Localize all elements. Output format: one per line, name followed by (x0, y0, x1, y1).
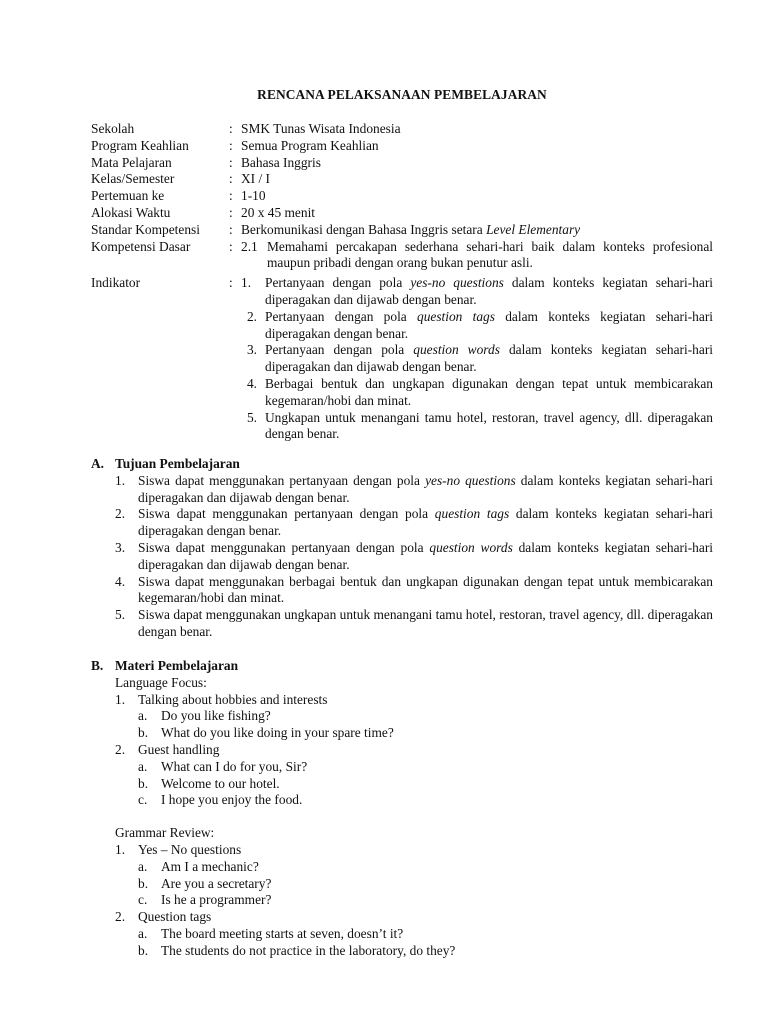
section-materi (91, 658, 713, 960)
meta-value: 20 x 45 menit (241, 204, 316, 220)
list-text-em: question words (429, 539, 513, 555)
list-text (138, 607, 713, 641)
list-text-pre: Siswa dapat menggunakan pertanyaan dengan pola (138, 539, 430, 555)
meta-label: Sekolah (91, 121, 135, 136)
sub-letter: c. (138, 792, 148, 808)
meta-colon: : (229, 154, 233, 170)
meta-label: Alokasi Waktu (91, 204, 171, 220)
list-text-em: yes-no questions (425, 472, 516, 488)
indikator-text (265, 342, 713, 376)
list-item (91, 607, 713, 641)
meta-row-kelas (91, 171, 713, 188)
list-text-pre: Siswa dapat menggunakan berbagai bentuk dan ungkapan digunakan dengan tepat untuk membicarakan kegemaran/hobi dan minat. (138, 573, 713, 606)
sub-text: I hope you enjoy the food. (161, 792, 303, 808)
indikator-text (265, 410, 713, 444)
sub-text: What do you like doing in your spare time? (161, 725, 394, 741)
meta-value (241, 222, 713, 239)
list-text-post: dalam konteks kegiatan sehari-hari diperagakan dan dijawab dengan benar. (138, 472, 713, 505)
sub-item (91, 892, 713, 909)
indikator-text-post: dalam konteks kegiatan sehari-hari diperagakan dan dijawab dengan benar. (265, 275, 713, 307)
list-number: 5. (115, 607, 126, 623)
tujuan-list (91, 473, 713, 641)
indikator-number: 4. (246, 375, 257, 391)
sub-item (91, 859, 713, 876)
section-letter: A. (91, 456, 105, 471)
list-text-post: dalam konteks kegiatan sehari-hari diperagakan dan dijawab dengan benar. (138, 539, 713, 572)
list-number: 4. (115, 573, 126, 589)
sub-letter: b. (138, 875, 149, 891)
sub-letter: c. (138, 892, 148, 908)
list-text-pre: Siswa dapat menggunakan pertanyaan dengan pola (138, 472, 426, 488)
section-heading (91, 456, 713, 473)
meta-value: Bahasa Inggris (241, 154, 321, 170)
indikator-text-pre: Pertanyaan dengan pola (265, 308, 417, 324)
sub-letter: b. (138, 725, 149, 741)
list-text (138, 473, 713, 507)
indikator-text-em: yes-no questions (410, 275, 504, 291)
meta-value-text: Berkomunikasi dengan Bahasa Inggris setara (241, 221, 487, 237)
indikator-item (241, 342, 713, 376)
meta-row-alokasi (91, 205, 713, 222)
indikator-number: 1. (241, 275, 252, 291)
list-number: 1. (115, 472, 126, 488)
sub-item (91, 725, 713, 742)
indikator-text-pre: Ungkapan untuk menangani tamu hotel, restoran, travel agency, dll. diperagakan dengan benar. (265, 409, 713, 442)
sub-text: What can I do for you, Sir? (161, 758, 308, 774)
meta-row-program (91, 138, 713, 155)
sub-text: Welcome to our hotel. (161, 775, 280, 791)
section-title: Materi Pembelajaran (115, 658, 239, 673)
indikator-text-em: question tags (417, 308, 495, 324)
document-title: RENCANA PELAKSANAAN PEMBELAJARAN (257, 87, 547, 102)
meta-colon: : (229, 137, 233, 153)
meta-colon: : (229, 275, 233, 291)
list-number: 2. (115, 741, 126, 757)
indikator-number: 5. (246, 409, 257, 425)
meta-value: Semua Program Keahlian (241, 137, 379, 153)
meta-row-pertemuan (91, 188, 713, 205)
list-text (138, 506, 713, 540)
section-letter: B. (91, 658, 104, 673)
list-number: 1. (115, 841, 126, 857)
indikator-text-em: question words (413, 342, 500, 358)
grammar-list (91, 842, 713, 960)
meta-value-emphasis: Level Elementary (486, 221, 581, 237)
sub-text: Are you a secretary? (161, 875, 272, 891)
indikator-text (265, 309, 713, 343)
list-text-pre: Siswa dapat menggunakan pertanyaan dengan pola (138, 506, 435, 522)
meta-label: Mata Pelajaran (91, 154, 172, 170)
meta-row-kompetensi (91, 239, 713, 273)
list-text (138, 574, 713, 608)
sub-item (91, 759, 713, 776)
list-number: 2. (115, 909, 126, 925)
sub-item (91, 776, 713, 793)
list-number: 3. (115, 539, 126, 555)
sub-list (91, 859, 713, 909)
meta-colon: : (229, 221, 233, 237)
sub-item (91, 943, 713, 960)
meta-row-sekolah (91, 121, 713, 138)
list-text: Guest handling (138, 741, 220, 757)
sub-letter: a. (138, 925, 148, 941)
meta-row-indikator (91, 275, 713, 443)
meta-value: XI / I (241, 171, 271, 187)
list-item (91, 473, 713, 507)
sub-letter: a. (138, 758, 148, 774)
section-title: Tujuan Pembelajaran (115, 456, 240, 471)
list-text (138, 540, 713, 574)
sub-item (91, 876, 713, 893)
list-number: 2. (115, 506, 126, 522)
list-item (91, 540, 713, 574)
sub-letter: a. (138, 708, 148, 724)
sub-text: Is he a programmer? (161, 892, 272, 908)
sub-letter: a. (138, 858, 148, 874)
list-item (91, 842, 713, 859)
meta-row-standar (91, 222, 713, 239)
indikator-text-post: dalam konteks kegiatan sehari-hari diperagakan dan dijawab dengan benar. (265, 342, 713, 375)
meta-table (91, 121, 713, 443)
sub-text: The students do not practice in the laboratory, do they? (161, 942, 456, 958)
list-number: 1. (115, 691, 126, 707)
language-focus-label: Language Focus: (115, 674, 207, 690)
meta-colon: : (229, 204, 233, 220)
indikator-item (241, 410, 713, 444)
sub-text: The board meeting starts at seven, doesn’t it? (161, 925, 404, 941)
kd-text: Memahami percakapan sederhana sehari-hari baik dalam konteks profesional maupun pribadi dengan orang bukan penutur asli. (267, 238, 713, 271)
indikator-list (241, 275, 713, 443)
meta-colon: : (229, 238, 233, 254)
meta-label: Standar Kompetensi (91, 221, 200, 237)
meta-label: Program Keahlian (91, 137, 189, 153)
indikator-number: 3. (246, 342, 257, 358)
meta-colon: : (229, 171, 233, 187)
sub-text: Am I a mechanic? (161, 858, 259, 874)
sub-list (91, 759, 713, 809)
language-focus-list (91, 692, 713, 810)
meta-label: Indikator (91, 275, 141, 291)
sub-letter: b. (138, 775, 149, 791)
sub-text: Do you like fishing? (161, 708, 271, 724)
list-text-pre: Siswa dapat menggunakan ungkapan untuk menangani tamu hotel, restoran, travel agency, dll. diperagakan dengan benar. (138, 607, 713, 639)
meta-value (241, 239, 713, 273)
meta-value: 1-10 (241, 188, 266, 204)
list-text: Talking about hobbies and interests (138, 691, 328, 707)
indikator-text-post: dalam konteks kegiatan sehari-hari diperagakan dengan benar. (265, 308, 713, 341)
indikator-text (265, 376, 713, 410)
meta-label: Kompetensi Dasar (91, 238, 191, 254)
meta-colon: : (229, 188, 233, 204)
meta-colon: : (229, 121, 233, 136)
list-item (91, 692, 713, 709)
list-text: Yes – No questions (138, 841, 242, 857)
list-item (91, 909, 713, 926)
indikator-item (241, 275, 713, 309)
list-text-post: dalam konteks kegiatan sehari-hari diperagakan dengan benar. (138, 506, 714, 539)
sub-list (91, 708, 713, 742)
indikator-text-pre: Pertanyaan dengan pola (265, 342, 414, 358)
list-item (91, 742, 713, 759)
indikator-number: 2. (246, 308, 257, 324)
grammar-review-label: Grammar Review: (115, 825, 215, 841)
sub-item (91, 708, 713, 725)
indikator-item (241, 309, 713, 343)
meta-label: Kelas/Semester (91, 171, 175, 187)
list-text-em: question tags (434, 506, 510, 522)
meta-row-mapel (91, 155, 713, 172)
list-item (91, 574, 713, 608)
sub-item (91, 792, 713, 809)
section-tujuan (91, 456, 713, 641)
indikator-text-pre: Berbagai bentuk dan ungkapan digunakan dengan tepat untuk membicarakan kegemaran/hobi dan minat. (265, 375, 713, 408)
indikator-text (265, 275, 713, 309)
meta-value: SMK Tunas Wisata Indonesia (241, 121, 401, 136)
sub-letter: b. (138, 942, 149, 958)
section-heading (91, 658, 713, 675)
sub-list (91, 926, 713, 960)
indikator-text-pre: Pertanyaan dengan pola (265, 275, 411, 291)
indikator-item (241, 376, 713, 410)
kd-number: 2.1 (241, 238, 258, 254)
sub-item (91, 926, 713, 943)
meta-label: Pertemuan ke (91, 188, 165, 204)
list-text: Question tags (138, 909, 212, 925)
list-item (91, 506, 713, 540)
